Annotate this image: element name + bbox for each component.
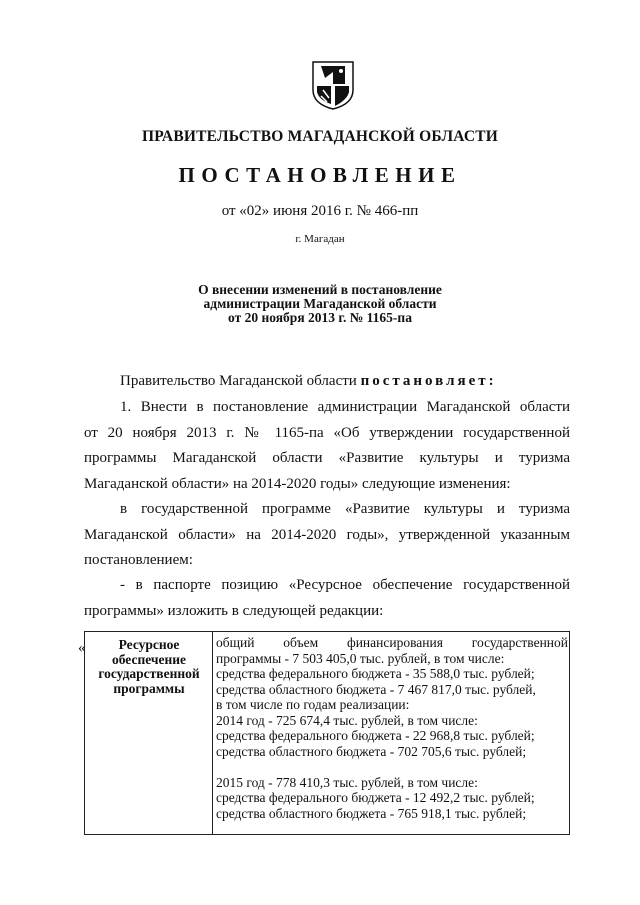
paragraph-line: программы Магаданской области «Развитие культуры и туризма <box>84 450 570 466</box>
content-line: средства федерального бюджета - 35 588,0 тыс. рублей; <box>216 666 535 681</box>
subject-line: администрации Магаданской области <box>203 296 437 311</box>
paragraph-line: от 20 ноября 2013 г. № 1165-па «Об утверждении государственной <box>84 424 570 441</box>
city-name: г. Магадан <box>295 233 345 245</box>
label-line: Ресурсное <box>118 637 180 652</box>
content-line: средства областного бюджета - 765 918,1 тыс. рублей; <box>216 805 527 821</box>
intro-paragraph <box>84 369 570 395</box>
coat-of-arms-emblem <box>311 60 355 110</box>
paragraph-line: в государственной программе «Развитие культуры и туризма <box>120 501 570 517</box>
content-line: 2014 год - 725 674,4 тыс. рублей, в том числе: <box>216 712 478 728</box>
label-line: государственной <box>98 666 200 681</box>
paragraph-line: 1. Внести в постановление администрации Магаданской области <box>120 399 570 415</box>
table-row-label <box>87 638 211 696</box>
content-line: в том числе по годам реализации: <box>216 697 410 712</box>
document-type-title: ПОСТАНОВЛЕНИЕ <box>178 163 462 187</box>
label-line: обеспечение <box>111 651 187 667</box>
content-line: общий объем финансирования государственной <box>216 635 568 650</box>
subject-line: от 20 ноября 2013 г. № 1165-па <box>228 310 412 325</box>
document-subject <box>60 283 580 325</box>
government-title: ПРАВИТЕЛЬСТВО МАГАДАНСКОЙ ОБЛАСТИ <box>141 128 499 145</box>
subject-line: О внесении изменений в постановление <box>198 282 442 297</box>
paragraph-line: - в паспорте позицию «Ресурсное обеспечение государственной <box>120 577 570 593</box>
content-spacer <box>216 759 568 775</box>
intro-verb: постановляет: <box>360 373 497 389</box>
content-line: средства федерального бюджета - 12 492,2 тыс. рублей; <box>216 790 535 805</box>
content-line: средства федерального бюджета - 22 968,8 тыс. рублей; <box>216 728 535 743</box>
opening-quote: « <box>78 640 86 656</box>
content-line: средства областного бюджета - 7 467 817,0 тыс. рублей, <box>216 681 536 697</box>
content-line: программы - 7 503 405,0 тыс. рублей, в том числе: <box>216 650 505 666</box>
paragraph-line: программы» изложить в следующей редакции: <box>84 602 384 619</box>
resource-table <box>84 631 570 835</box>
paragraph-line: постановлением: <box>84 552 193 568</box>
paragraph-2 <box>84 497 570 574</box>
paragraph-line: Магаданской области» на 2014-2020 годы», утвержденной указанным <box>84 526 570 543</box>
table-row-content <box>216 635 568 821</box>
paragraph-3 <box>84 573 570 624</box>
table-column-divider <box>212 632 213 834</box>
paragraph-1 <box>84 395 570 497</box>
content-line: средства областного бюджета - 702 705,6 тыс. рублей; <box>216 743 527 759</box>
date-and-number: от «02» июня 2016 г. № 466-пп <box>221 203 419 219</box>
paragraph-line: Магаданской области» на 2014-2020 годы» следующие изменения: <box>84 475 511 492</box>
label-line: программы <box>113 680 185 696</box>
content-line: 2015 год - 778 410,3 тыс. рублей, в том числе: <box>216 774 478 790</box>
intro-text: Правительство Магаданской области <box>120 373 357 389</box>
